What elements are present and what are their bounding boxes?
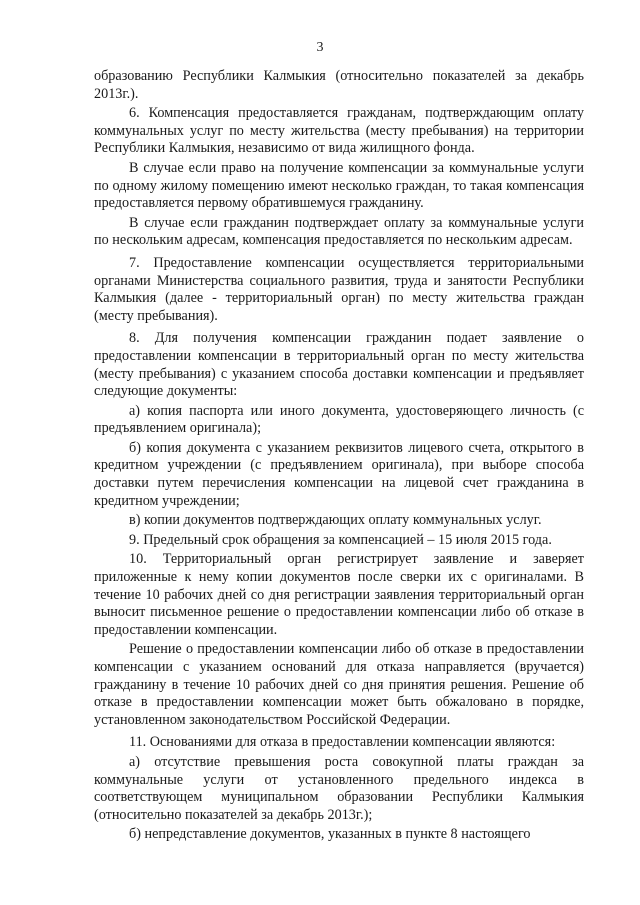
paragraph-item-8: 8. Для получения компенсации гражданин подает заявление о предоставлении компенсации в территориальный орган по месту жительства (месту пребывания) с указанием способа доставки компенсации и предъявляет следующие документы: bbox=[94, 330, 584, 400]
list-item-b-account: б) копия документа с указанием реквизитов лицевого счета, открытого в кредитном учреждении (с предъявлением оригинала), при выборе способа доставки путем перечисления компенсации на лицевой счет гражданина в кредитном учреждении; bbox=[94, 439, 584, 509]
paragraph-item-11: 11. Основаниями для отказа в предоставлении компенсации являются: bbox=[129, 734, 556, 751]
list-item-a-passport: а) копия паспорта или иного документа, удостоверяющего личность (с предъявлением оригинала); bbox=[94, 402, 584, 437]
paragraph-item-7: 7. Предоставление компенсации осуществляется территориальными органами Министерства социального развития, труда и занятости Республики Калмыкия (далее - территориальный орган) по месту жительства граждан (месту пребывания). bbox=[94, 254, 584, 324]
paragraph-multiple-citizens: В случае если право на получение компенсации за коммунальные услуги по одному жилому помещению имеют несколько граждан, то такая компенсация предоставляется первому обратившемуся гражданину. bbox=[94, 159, 584, 212]
paragraph-item-9: 9. Предельный срок обращения за компенсацией – 15 июля 2015 года. bbox=[129, 531, 552, 548]
list-item-b-no-documents: б) непредставление документов, указанных в пункте 8 настоящего bbox=[129, 826, 531, 843]
document-body bbox=[94, 68, 584, 844]
paragraph-decision: Решение о предоставлении компенсации либо об отказе в предоставлении компенсации с указанием оснований для отказа направляется (вручается) гражданину в течение 10 рабочих дней со дня принятия решения. Решение об отказе в предоставлении компенсации может быть обжаловано в порядке, установленном законодательством Российской Федерации. bbox=[94, 641, 584, 728]
paragraph-item-6: 6. Компенсация предоставляется гражданам, подтверждающим оплату коммунальных услуг по месту жительства (месту пребывания) на территории Республики Калмыкия, независимо от вида жилищного фонда. bbox=[94, 105, 584, 157]
paragraph-item-10: 10. Территориальный орган регистрирует заявление и заверяет приложенные к нему копии документов после сверки их с оригиналами. В течение 10 рабочих дней со дня регистрации заявления территориальный орган выносит письменное решение о предоставлении компенсации либо об отказе в предоставлении компенсации. bbox=[94, 551, 584, 638]
paragraph-multiple-addresses: В случае если гражданин подтверждает оплату за коммунальные услуги по нескольким адресам, компенсация предоставляется по нескольким адресам. bbox=[94, 214, 584, 249]
paragraph-continuation: образованию Республики Калмыкия (относительно показателей за декабрь 2013г.). bbox=[94, 68, 584, 102]
list-item-v-payments: в) копии документов подтверждающих оплату коммунальных услуг. bbox=[129, 512, 542, 529]
list-item-a-no-excess: а) отсутствие превышения роста совокупной платы граждан за коммунальные услуги от установленного предельного индекса в соответствующем муниципальном образовании Республики Калмыкия (относительно показателей за декабрь 2013г.); bbox=[94, 753, 584, 823]
page-number: 3 bbox=[316, 40, 324, 55]
